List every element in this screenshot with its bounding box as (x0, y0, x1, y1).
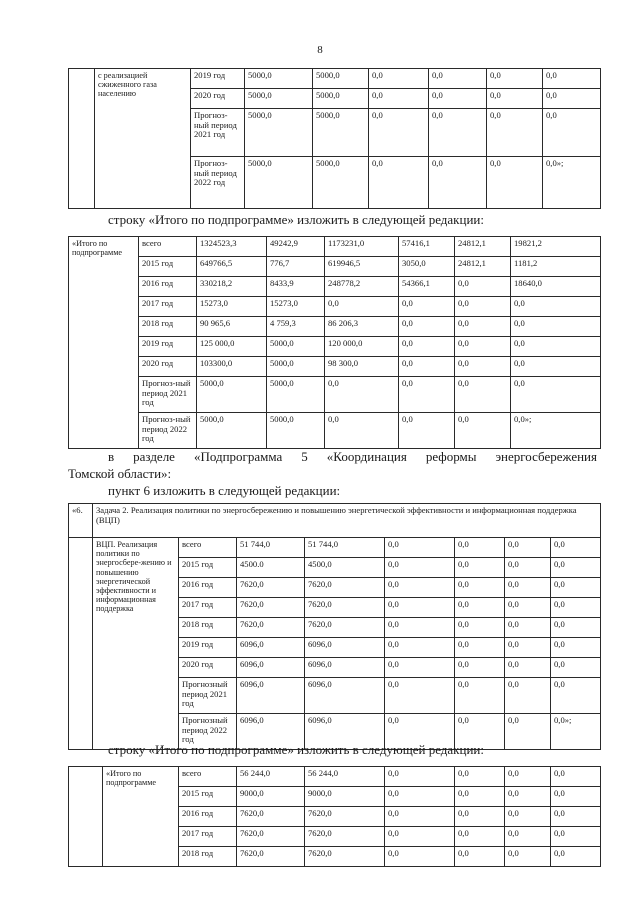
value-cell: 0,0 (543, 69, 601, 89)
task-row (69, 504, 601, 538)
value-cell: 0,0 (455, 357, 511, 377)
value-cell: 0,0 (385, 827, 455, 847)
year-cell: 2019 год (179, 638, 237, 658)
value-cell: 0,0 (385, 767, 455, 787)
value-cell: 49242,9 (267, 237, 325, 257)
value-cell: 5000,0 (313, 157, 369, 209)
value-cell: 0,0 (551, 618, 601, 638)
empty-cell (69, 538, 93, 750)
year-cell: 2020 год (191, 89, 245, 109)
value-cell: 0,0 (487, 89, 543, 109)
year-cell: 2016 год (139, 277, 197, 297)
value-cell: 0,0 (505, 658, 551, 678)
table-row (69, 767, 601, 787)
value-cell: 103300,0 (197, 357, 267, 377)
value-cell: 0,0 (455, 413, 511, 449)
value-cell: 0,0 (369, 157, 429, 209)
year-cell: всего (179, 538, 237, 558)
value-cell: 0,0 (385, 787, 455, 807)
value-cell: 5000,0 (197, 377, 267, 413)
value-cell: 0,0 (551, 767, 601, 787)
value-cell: 0,0 (551, 558, 601, 578)
value-cell: 56 244,0 (305, 767, 385, 787)
value-cell: 24812,1 (455, 237, 511, 257)
value-cell: 0,0 (487, 109, 543, 157)
value-cell: 619946,5 (325, 257, 399, 277)
value-cell: 0,0 (505, 538, 551, 558)
value-cell: 0,0 (505, 847, 551, 867)
value-cell: 0,0 (385, 638, 455, 658)
value-cell: 5000,0 (267, 337, 325, 357)
value-cell: 0,0 (385, 598, 455, 618)
value-cell: 6096,0 (305, 638, 385, 658)
value-cell: 6096,0 (305, 714, 385, 750)
year-cell: 2016 год (179, 578, 237, 598)
value-cell: 0,0 (511, 317, 601, 337)
task-cell: Задача 2. Реализация политики по энергосбережению и повышению энергетической эффективности и информационная поддержка (ВЦП) (93, 504, 601, 538)
value-cell: 0,0»; (511, 413, 601, 449)
value-cell: 7620,0 (237, 618, 305, 638)
instruction-total-row-2: строку «Итого по подпрограмме» изложить в следующей редакции: (108, 742, 484, 757)
year-cell: 2015 год (179, 558, 237, 578)
value-cell: 0,0 (429, 69, 487, 89)
table-row (69, 538, 601, 558)
table-row (69, 317, 601, 337)
value-cell: 0,0 (505, 598, 551, 618)
value-cell: 0,0 (455, 678, 505, 714)
value-cell: 0,0 (505, 827, 551, 847)
value-cell: 0,0 (505, 767, 551, 787)
value-cell: 0,0 (455, 377, 511, 413)
value-cell: 0,0 (551, 538, 601, 558)
value-cell: 776,7 (267, 257, 325, 277)
value-cell: 5000,0 (313, 109, 369, 157)
instruction-total-row-1: строку «Итого по подпрограмме» изложить в следующей редакции: (108, 212, 484, 227)
value-cell: 5000,0 (197, 413, 267, 449)
table-row (69, 277, 601, 297)
value-cell: 0,0 (385, 538, 455, 558)
value-cell: 0,0 (505, 787, 551, 807)
value-cell: 0,0 (455, 847, 505, 867)
value-cell: 5000,0 (313, 69, 369, 89)
value-cell: 6096,0 (237, 658, 305, 678)
value-cell: 0,0 (551, 827, 601, 847)
value-cell: 0,0 (455, 658, 505, 678)
value-cell: 5000,0 (245, 157, 313, 209)
value-cell: 4500,0 (305, 558, 385, 578)
value-cell: 0,0 (369, 109, 429, 157)
table-lpg-sales (68, 68, 601, 209)
value-cell: 0,0 (551, 807, 601, 827)
value-cell: 8433,9 (267, 277, 325, 297)
value-cell: 9000,0 (237, 787, 305, 807)
value-cell: 0,0 (385, 807, 455, 827)
value-cell: 0,0 (543, 89, 601, 109)
value-cell: 0,0 (399, 337, 455, 357)
value-cell: 56 244,0 (237, 767, 305, 787)
value-cell: 0,0 (551, 638, 601, 658)
row-label-cell: ВЦП. Реализация политики по энергосбере-жению и повышению энергетической эффективности и информационная поддержка (93, 538, 179, 750)
value-cell: 0,0 (455, 807, 505, 827)
year-cell: 2018 год (179, 618, 237, 638)
value-cell: 51 744,0 (305, 538, 385, 558)
value-cell: 0,0 (551, 658, 601, 678)
value-cell: 0,0 (325, 413, 399, 449)
year-cell: Прогноз-ный период 2021 год (139, 377, 197, 413)
value-cell: 0,0 (455, 297, 511, 317)
year-cell: 2019 год (139, 337, 197, 357)
value-cell: 7620,0 (237, 847, 305, 867)
value-cell: 5000,0 (267, 377, 325, 413)
year-cell: 2019 год (191, 69, 245, 89)
value-cell: 15273,0 (267, 297, 325, 317)
value-cell: 0,0»; (543, 157, 601, 209)
value-cell: 0,0 (399, 357, 455, 377)
year-cell: всего (179, 767, 237, 787)
year-cell: 2020 год (179, 658, 237, 678)
value-cell: 0,0 (511, 337, 601, 357)
value-cell: 6096,0 (305, 678, 385, 714)
value-cell: 7620,0 (237, 598, 305, 618)
year-cell: 2017 год (139, 297, 197, 317)
value-cell: 0,0 (551, 578, 601, 598)
value-cell: 7620,0 (305, 578, 385, 598)
value-cell: 1181,2 (511, 257, 601, 277)
value-cell: 5000,0 (245, 109, 313, 157)
year-cell: Прогноз-ный период 2022 год (191, 157, 245, 209)
value-cell: 0,0 (511, 297, 601, 317)
year-cell: 2018 год (139, 317, 197, 337)
value-cell: 125 000,0 (197, 337, 267, 357)
year-cell: 2016 год (179, 807, 237, 827)
value-cell: 0,0 (543, 109, 601, 157)
table-row (69, 337, 601, 357)
year-cell: 2017 год (179, 827, 237, 847)
table-subprogram-total-1 (68, 236, 601, 449)
table-row (69, 257, 601, 277)
value-cell: 0,0 (325, 297, 399, 317)
year-cell: Прогнозный период 2021 год (179, 678, 237, 714)
value-cell: 0,0 (455, 538, 505, 558)
value-cell: 5000,0 (245, 89, 313, 109)
value-cell: 54366,1 (399, 277, 455, 297)
table-row (69, 357, 601, 377)
value-cell: 0,0 (455, 714, 505, 750)
value-cell: 0,0 (505, 714, 551, 750)
value-cell: 0,0 (505, 618, 551, 638)
instruction-section-5: в разделе «Подпрограмма 5 «Координация реформы энергосбережения (108, 449, 597, 464)
value-cell: 7620,0 (305, 807, 385, 827)
value-cell: 0,0 (455, 337, 511, 357)
value-cell: 9000,0 (305, 787, 385, 807)
value-cell: 3050,0 (399, 257, 455, 277)
value-cell: 90 965,6 (197, 317, 267, 337)
value-cell: 0,0 (385, 714, 455, 750)
year-cell: Прогноз-ный период 2021 год (191, 109, 245, 157)
value-cell: 0,0 (551, 847, 601, 867)
instruction-section-5-cont: Томской области»: (68, 466, 172, 481)
value-cell: 19821,2 (511, 237, 601, 257)
value-cell: 0,0 (455, 638, 505, 658)
value-cell: 0,0 (369, 89, 429, 109)
value-cell: 0,0 (399, 413, 455, 449)
value-cell: 0,0 (325, 377, 399, 413)
value-cell: 0,0 (511, 357, 601, 377)
value-cell: 0,0 (455, 578, 505, 598)
value-cell: 0,0 (399, 297, 455, 317)
value-cell: 1324523,3 (197, 237, 267, 257)
year-cell: 2017 год (179, 598, 237, 618)
year-cell: 2020 год (139, 357, 197, 377)
value-cell: 0,0 (505, 807, 551, 827)
value-cell: 649766,5 (197, 257, 267, 277)
row-label-cell: «Итого по подпрограмме (103, 767, 179, 867)
table-row (69, 69, 601, 89)
value-cell: 0,0 (455, 317, 511, 337)
value-cell: 6096,0 (305, 658, 385, 678)
value-cell: 5000,0 (267, 357, 325, 377)
value-cell: 7620,0 (237, 807, 305, 827)
row-label-cell: «Итого по подпрограмме (69, 237, 139, 449)
year-cell: 2015 год (139, 257, 197, 277)
value-cell: 18640,0 (511, 277, 601, 297)
value-cell: 0,0 (455, 618, 505, 638)
value-cell: 0,0 (455, 598, 505, 618)
table-item-6 (68, 503, 601, 750)
value-cell: 7620,0 (237, 578, 305, 598)
value-cell: 0,0 (505, 558, 551, 578)
value-cell: 7620,0 (305, 827, 385, 847)
value-cell: 6096,0 (237, 638, 305, 658)
row-label-cell: с реализацией сжиженного газа населению (95, 69, 191, 209)
value-cell: 0,0 (429, 89, 487, 109)
table-row (69, 377, 601, 413)
year-cell: всего (139, 237, 197, 257)
year-cell: Прогнозный период 2022 год (179, 714, 237, 750)
value-cell: 5000,0 (267, 413, 325, 449)
value-cell: 0,0 (511, 377, 601, 413)
value-cell: 0,0 (455, 827, 505, 847)
value-cell: 4 759,3 (267, 317, 325, 337)
value-cell: 7620,0 (305, 847, 385, 867)
value-cell: 0,0 (399, 317, 455, 337)
value-cell: 5000,0 (245, 69, 313, 89)
value-cell: 0,0 (385, 678, 455, 714)
value-cell: 0,0 (385, 618, 455, 638)
value-cell: 120 000,0 (325, 337, 399, 357)
year-cell: 2015 год (179, 787, 237, 807)
value-cell: 0,0 (505, 578, 551, 598)
page-number: 8 (317, 44, 323, 56)
value-cell: 0,0 (455, 277, 511, 297)
value-cell: 0,0 (385, 578, 455, 598)
value-cell: 248778,2 (325, 277, 399, 297)
value-cell: 5000,0 (313, 89, 369, 109)
value-cell: 0,0 (369, 69, 429, 89)
value-cell: 0,0 (429, 109, 487, 157)
value-cell: 24812,1 (455, 257, 511, 277)
year-cell: 2018 год (179, 847, 237, 867)
value-cell: 0,0 (399, 377, 455, 413)
value-cell: 6096,0 (237, 678, 305, 714)
value-cell: 0,0 (455, 558, 505, 578)
table-row (69, 297, 601, 317)
value-cell: 0,0 (429, 157, 487, 209)
value-cell: 7620,0 (305, 618, 385, 638)
year-cell: Прогноз-ный период 2022 год (139, 413, 197, 449)
value-cell: 0,0 (385, 658, 455, 678)
value-cell: 57416,1 (399, 237, 455, 257)
value-cell: 15273,0 (197, 297, 267, 317)
value-cell: 7620,0 (305, 598, 385, 618)
value-cell: 0,0 (551, 598, 601, 618)
value-cell: 0,0 (505, 678, 551, 714)
value-cell: 330218,2 (197, 277, 267, 297)
value-cell: 0,0 (551, 787, 601, 807)
value-cell: 0,0 (455, 767, 505, 787)
value-cell: 86 206,3 (325, 317, 399, 337)
value-cell: 0,0 (385, 847, 455, 867)
value-cell: 7620,0 (237, 827, 305, 847)
value-cell: 0,0 (551, 678, 601, 714)
value-cell: 1173231,0 (325, 237, 399, 257)
table-row (69, 413, 601, 449)
value-cell: 0,0 (455, 787, 505, 807)
empty-cell (69, 767, 103, 867)
instruction-item-6: пункт 6 изложить в следующей редакции: (108, 483, 341, 498)
value-cell: 0,0 (487, 157, 543, 209)
empty-cell (69, 69, 95, 209)
value-cell: 4500.0 (237, 558, 305, 578)
value-cell: 51 744,0 (237, 538, 305, 558)
value-cell: 0,0 (505, 638, 551, 658)
table-row (69, 237, 601, 257)
value-cell: 6096,0 (237, 714, 305, 750)
value-cell: 0,0 (487, 69, 543, 89)
value-cell: 98 300,0 (325, 357, 399, 377)
value-cell: 0,0»; (551, 714, 601, 750)
item-number-cell: «6. (69, 504, 93, 538)
value-cell: 0,0 (385, 558, 455, 578)
table-subprogram-total-2 (68, 766, 601, 867)
